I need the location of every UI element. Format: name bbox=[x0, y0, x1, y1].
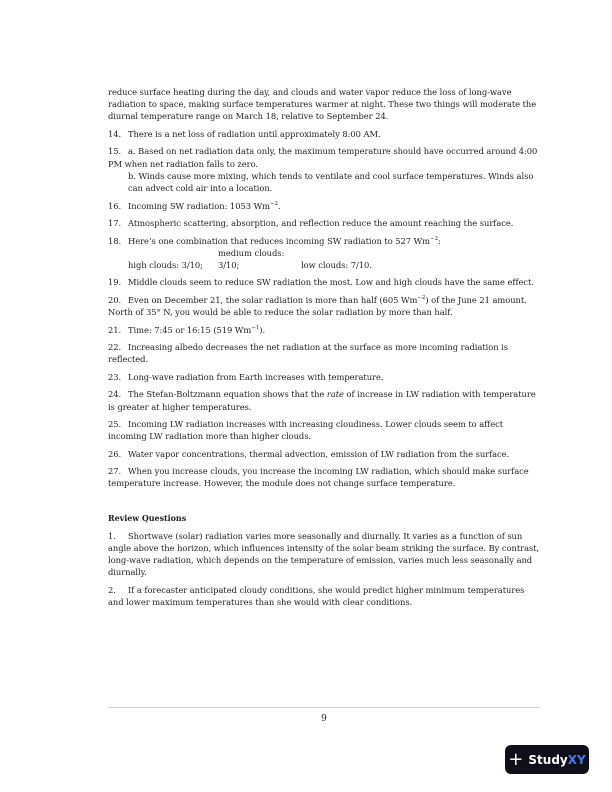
answer-17 bbox=[108, 217, 540, 229]
answer-27 bbox=[108, 465, 540, 489]
brand-accent: XY bbox=[567, 752, 586, 767]
answer-number: 14. bbox=[108, 128, 122, 139]
cloud-combination bbox=[108, 247, 540, 271]
question-number: 1. bbox=[108, 530, 116, 541]
answer-end: . bbox=[277, 200, 281, 211]
medium-clouds: medium clouds: 3/10; bbox=[218, 247, 285, 270]
answer-end: ). bbox=[259, 324, 266, 335]
unit-exponent: −2 bbox=[430, 235, 439, 242]
answer-end: : bbox=[438, 235, 441, 246]
answer-text: Incoming LW radiation increases with increasing cloudiness. Lower clouds seem to affect incoming LW radiation more than higher clouds. bbox=[108, 419, 504, 442]
footer-divider bbox=[108, 707, 540, 708]
answer-20 bbox=[108, 294, 540, 318]
answer-19 bbox=[108, 276, 540, 288]
studyxy-badge[interactable] bbox=[505, 745, 589, 774]
answer-text: Increasing albedo decreases the net radiation at the surface as more incoming radiation is reflected. bbox=[108, 342, 509, 365]
answer-number: 19. bbox=[108, 277, 122, 288]
unit-exponent: −1 bbox=[251, 324, 260, 331]
high-clouds: high clouds: 3/10; bbox=[128, 259, 203, 270]
answer-text: Time: 7:45 or 16:15 (519 Wm bbox=[128, 324, 252, 335]
page-number: 9 bbox=[321, 714, 327, 724]
answer-part-a: a. Based on net radiation data only, the maximum temperature should have occurred around 4:00 PM when net radiation falls to zero. bbox=[108, 146, 538, 169]
answer-number: 22. bbox=[108, 342, 122, 353]
answer-text: Atmospheric scattering, absorption, and reflection reduce the amount reaching the surface. bbox=[128, 218, 514, 229]
answer-text: Here’s one combination that reduces incoming SW radiation to 527 Wm bbox=[128, 235, 431, 246]
answer-number: 15. bbox=[108, 146, 122, 157]
answer-number: 17. bbox=[108, 218, 122, 229]
answer-number: 26. bbox=[108, 448, 122, 459]
answer-number: 27. bbox=[108, 466, 122, 477]
answer-number: 20. bbox=[108, 294, 122, 305]
answer-number: 23. bbox=[108, 371, 122, 382]
answer-23 bbox=[108, 371, 540, 383]
question-number: 2. bbox=[108, 584, 116, 595]
page-body bbox=[108, 86, 540, 614]
question-text: If a forecaster anticipated cloudy conditions, she would predict higher minimum temperatures and lower maximum temperatures than she would with clear conditions. bbox=[108, 584, 525, 608]
answer-21 bbox=[108, 324, 540, 336]
unit-exponent: −2 bbox=[269, 200, 278, 207]
answer-26 bbox=[108, 448, 540, 460]
answer-text-continued: ) of the June 21 amount. North of 35° N, you would be able to reduce the solar radiation by more than half. bbox=[108, 294, 527, 318]
answer-25 bbox=[108, 418, 540, 442]
emphasized-word: rate bbox=[326, 389, 344, 400]
intro-paragraph: reduce surface heating during the day, and clouds and water vapor reduce the loss of long-wave radiation to space, making surface temperatures warmer at night. These two things will moderate the diurnal temperature range on March 18, relative to September 24. bbox=[108, 87, 537, 122]
answer-text: Incoming SW radiation: 1053 Wm bbox=[128, 200, 270, 211]
answer-number: 25. bbox=[108, 419, 122, 430]
question-text: Shortwave (solar) radiation varies more seasonally and diurnally. It varies as a function of sun angle above the horizon, which influences intensity of the solar beam striking the surface. By contrast, long-wave radiation, which depends on the temperature of emission, varies much less seasonally and diurnally. bbox=[108, 530, 540, 578]
answer-24 bbox=[108, 388, 540, 412]
answer-text: Even on December 21, the solar radiation is more than half (605 Wm bbox=[128, 294, 418, 305]
answer-text-continued: of increase in LW radiation with temperature is greater at higher temperatures. bbox=[108, 389, 536, 412]
low-clouds: low clouds: 7/10. bbox=[301, 259, 372, 270]
answer-number: 21. bbox=[108, 324, 122, 335]
answer-18 bbox=[108, 235, 540, 272]
answer-22 bbox=[108, 341, 540, 365]
answer-text: When you increase clouds, you increase the incoming LW radiation, which should make surface temperature increase. However, the module does not change surface temperature. bbox=[108, 466, 529, 489]
answer-text: There is a net loss of radiation until approximately 8:00 AM. bbox=[128, 128, 381, 139]
answer-16 bbox=[108, 200, 540, 212]
answer-text: Water vapor concentrations, thermal advection, emission of LW radiation from the surface. bbox=[128, 448, 510, 459]
answer-number: 16. bbox=[108, 200, 122, 211]
answer-14 bbox=[108, 128, 540, 140]
brand-name: Study bbox=[528, 752, 568, 767]
answer-15 bbox=[108, 145, 540, 194]
review-question-2 bbox=[108, 584, 540, 608]
answer-part-b: b. Winds cause more mixing, which tends to ventilate and cool surface temperatures. Winds also can advect cold air into a location. bbox=[128, 170, 534, 194]
answer-text: Middle clouds seem to reduce SW radiation the most. Low and high clouds have the same effect. bbox=[128, 277, 534, 288]
review-question-1 bbox=[108, 530, 540, 579]
answer-number: 24. bbox=[108, 389, 122, 400]
answer-number: 18. bbox=[108, 235, 122, 246]
plus-icon: + bbox=[508, 748, 524, 770]
answer-text: The Stefan-Boltzmann equation shows that the bbox=[128, 389, 327, 400]
unit-exponent: −2 bbox=[417, 294, 426, 301]
answer-text: Long-wave radiation from Earth increases with temperature. bbox=[128, 371, 384, 382]
review-questions-heading: Review Questions bbox=[108, 512, 187, 523]
